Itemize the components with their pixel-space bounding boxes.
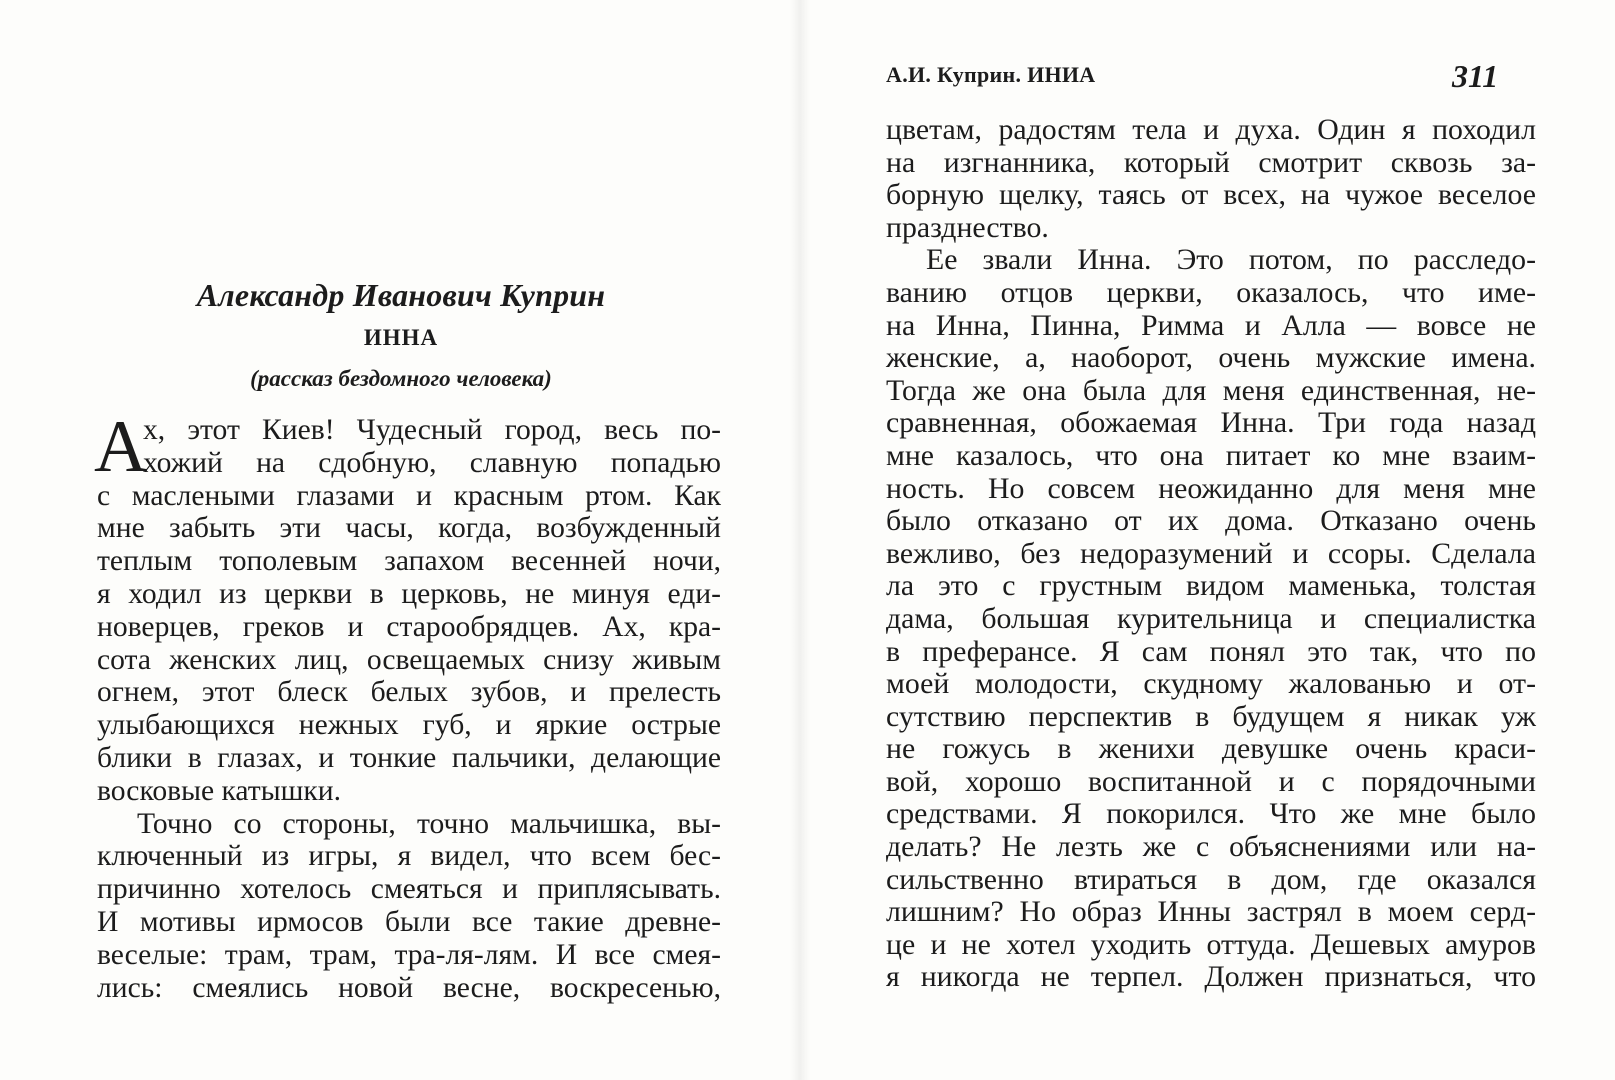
author-name: Александр Иванович Куприн	[196, 277, 606, 313]
text-line: ность. Но совсем неожиданно для меня мне	[886, 471, 1536, 505]
text-line: лись: смеялись новой весне, воскресенью,	[97, 971, 721, 1004]
text-line: с маслеными глазами и красным ртом. Как	[97, 479, 721, 512]
text-line: сутствию перспектив в будущем я никак уж	[886, 699, 1536, 733]
text-line: мне казалось, что она питает ко мне взаим-	[886, 438, 1536, 472]
text-line: сравненная, обожаемая Инна. Три года назад	[886, 406, 1536, 440]
text-line: борную щелку, таясь от всех, на чужое веселое	[886, 178, 1536, 212]
text-line: на изгнанника, который смотрит сквозь за-	[886, 145, 1536, 179]
right-page-text	[886, 114, 1536, 994]
text-line: И мотивы ирмосов были все такие древне-	[97, 905, 721, 938]
text-line: цветам, радостям тела и духа. Один я походил	[886, 113, 1536, 146]
text-line: лишним? Но образ Инны застрял в моем серд-	[886, 895, 1536, 929]
text-line: сильственно втираться в дом, где оказался	[886, 862, 1536, 896]
text-line: я ходил из церкви в церковь, не минуя еди-	[97, 577, 721, 610]
text-line: женские, а, наоборот, очень мужские имена.	[886, 341, 1536, 375]
text-line: хожий на сдобную, славную попадью	[143, 446, 721, 479]
text-line: ванию отцов церкви, оказалось, что име-	[886, 275, 1536, 309]
text-line: вой, хорошо воспитанной и с порядочными	[886, 764, 1536, 798]
text-line: х, этот Киев! Чудесный город, весь по-	[143, 414, 721, 446]
text-line: дама, большая курительница и специалистка	[886, 601, 1536, 635]
text-line: огнем, этот блеск белых зубов, и прелесть	[97, 676, 721, 709]
text-line: ключенный из игры, я видел, что всем бес-	[97, 840, 721, 873]
left-page-text	[94, 406, 721, 1004]
text-line: на Инна, Пинна, Римма и Алла — вовсе не	[886, 308, 1536, 342]
text-line: улыбающихся нежных губ, и яркие острые	[97, 709, 721, 742]
text-line: мне забыть эти часы, когда, возбужденный	[97, 512, 721, 545]
text-line: ла это с грустным видом маменька, толстая	[886, 569, 1536, 603]
story-title: ИННА	[363, 325, 439, 350]
text-line: не гожусь в женихи девушке очень краси-	[886, 732, 1536, 766]
running-head: А.И. Куприн. ИНИА	[886, 62, 1096, 87]
text-line: Тогда же она была для меня единственная, не-	[886, 373, 1536, 407]
text-line: я никогда не терпел. Должен признаться, что	[886, 960, 1536, 994]
page-number: 311	[1452, 58, 1499, 94]
text-line: новерцев, греков и старообрядцев. Ах, кра-	[97, 610, 721, 643]
text-line: причинно хотелось смеяться и приплясывать.	[97, 873, 721, 906]
title-block	[90, 275, 712, 395]
text-line: Ее звали Инна. Это потом, по расследо-	[926, 243, 1536, 277]
text-line: блики в глазах, и тонкие пальчики, делающие	[97, 741, 721, 774]
text-line: теплым тополевым запахом весенней ночи,	[97, 545, 721, 578]
story-subtitle: (рассказ бездомного человека)	[250, 366, 552, 391]
text-line: Точно со стороны, точно мальчишка, вы-	[137, 807, 721, 840]
text-line: делать? Не лезть же с объяснениями или на-	[886, 830, 1536, 864]
text-line: це и не хотел уходить оттуда. Дешевых амуров	[886, 927, 1536, 961]
text-line: вежливо, без недоразумений и ссоры. Сделала	[886, 536, 1536, 570]
text-line: восковые катышки.	[97, 774, 342, 807]
text-line: было отказано от их дома. Отказано очень	[886, 504, 1536, 538]
left-page	[0, 0, 800, 1080]
text-line: в преферансе. Я сам понял это так, что по	[886, 634, 1536, 668]
text-line: моей молодости, скудному жалованью и от-	[886, 667, 1536, 701]
text-line: веселые: трам, трам, тра-ля-лям. И все смея-	[97, 938, 721, 971]
drop-cap: А	[94, 406, 148, 488]
text-line: средствами. Я покорился. Что же мне было	[886, 797, 1536, 831]
text-line: празднество.	[886, 210, 1049, 244]
text-line: сота женских лиц, освещаемых снизу живым	[97, 643, 721, 676]
